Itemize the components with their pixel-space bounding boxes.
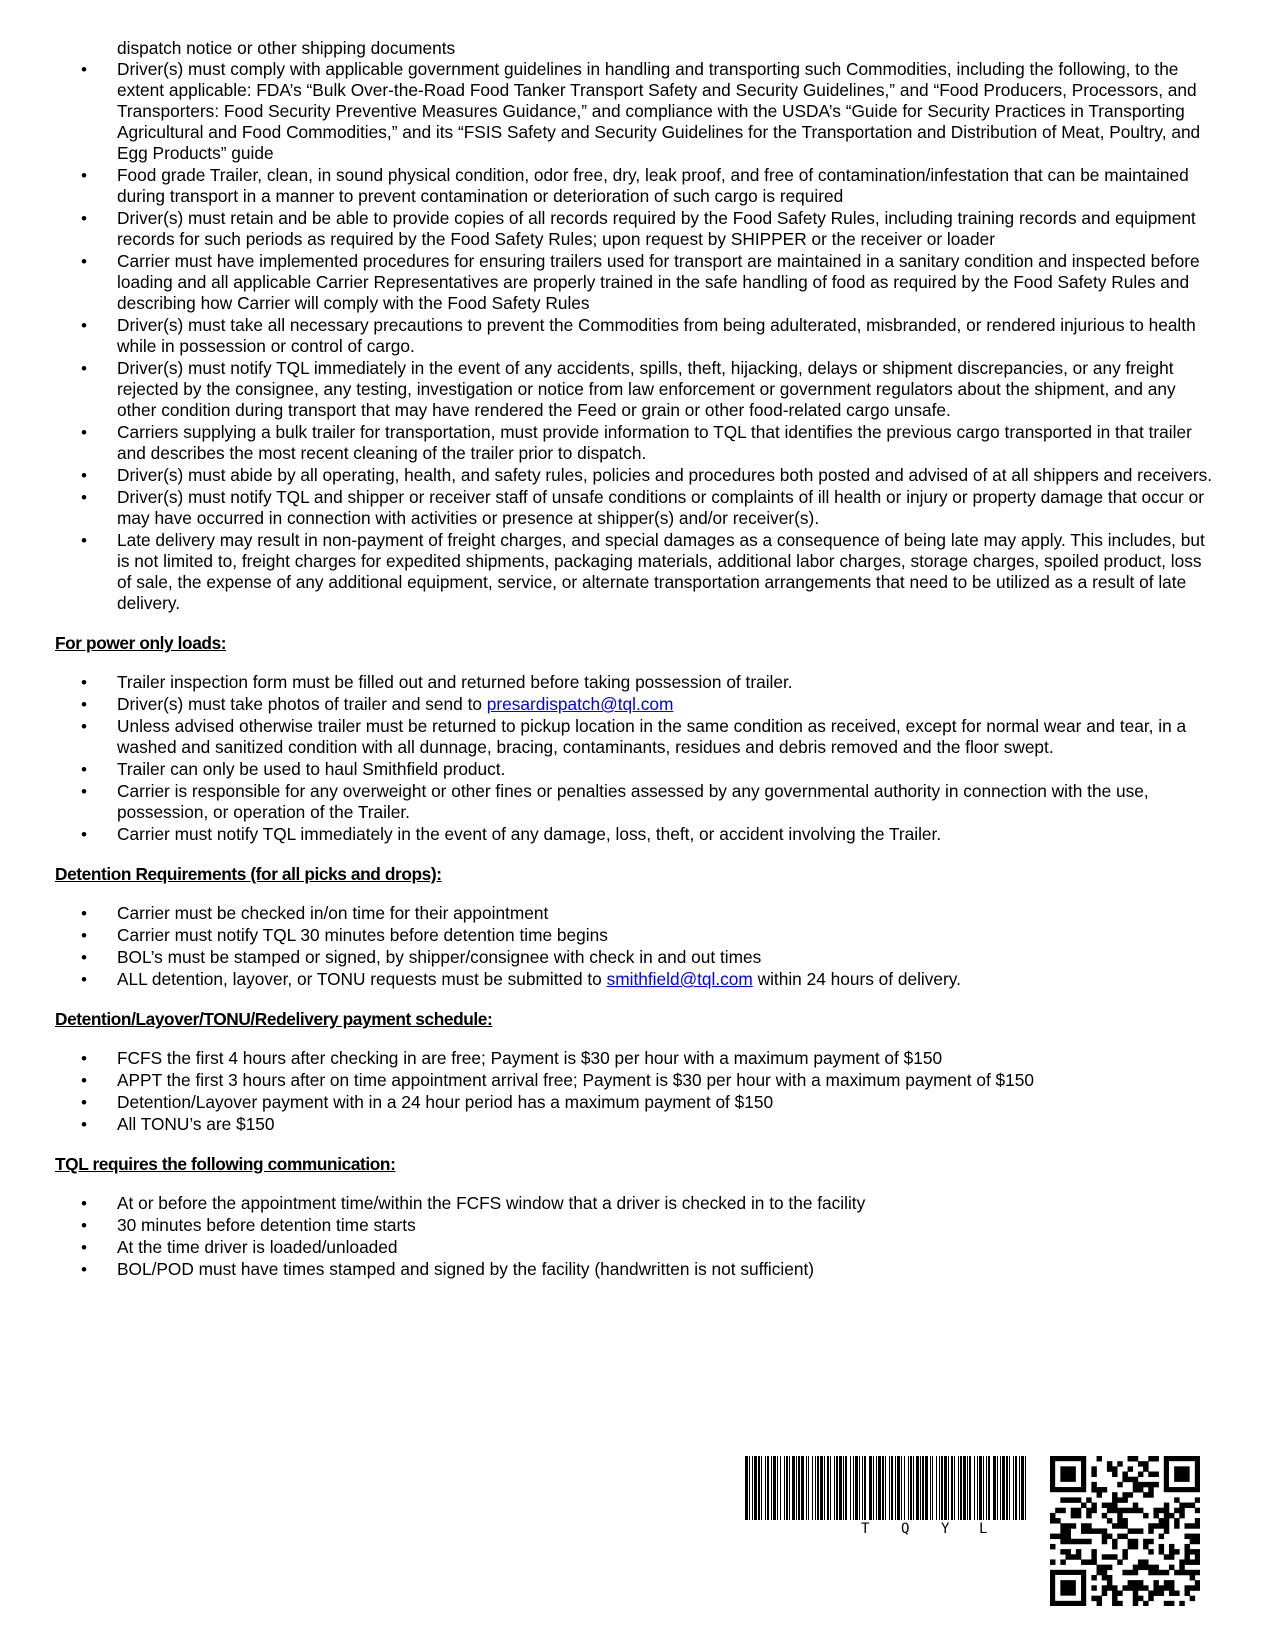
bullet-glyph: • <box>81 166 87 185</box>
bullet-glyph: • <box>81 1049 87 1068</box>
list-item: • Driver(s) must take all necessary precautions to prevent the Commodities from being adulterated, misbranded, or rendered injurious to health while in possession or control of cargo. <box>81 315 1196 356</box>
bullet-glyph: • <box>81 1238 87 1257</box>
bullet-glyph: • <box>81 970 87 989</box>
bullet-glyph: • <box>81 531 87 550</box>
list-item: • Trailer inspection form must be filled out and returned before taking possession of trailer. <box>81 672 793 692</box>
bullet-glyph: • <box>81 60 87 79</box>
bullet-glyph: • <box>81 1194 87 1213</box>
bullet-glyph: • <box>81 1115 87 1134</box>
presardispatch-email-link[interactable]: presardispatch@tql.com <box>486 694 674 714</box>
bullet-glyph: • <box>81 948 87 967</box>
payment-schedule-heading: Detention/Layover/TONU/Redelivery payment schedule: <box>55 1009 493 1029</box>
bullet-glyph: • <box>81 316 87 335</box>
list-item: • Driver(s) must take photos of trailer and send to presardispatch@tql.com <box>81 694 674 714</box>
list-item: • Carrier must notify TQL immediately in the event of any damage, loss, theft, or accident involving the Trailer. <box>81 824 942 844</box>
list-item: • Driver(s) must comply with applicable government guidelines in handling and transporting such Commodities, including the following, to the extent applicable: FDA’s “Bulk Over-the-Road Food Tanker Transport Safety and Security Guidelines,” and “Food Producers, Processors, and Transporters: Food Security Preventive Measures Guidance,” and compliance with the USDA’s “Guide for Security Practices in Transporting Agricultural and Food Commodities,” and its “FSIS Safety and Security Guidelines for the Transportation and Distribution of Meat, Poultry, and Egg Products” guide <box>81 59 1201 163</box>
bullet-glyph: • <box>81 488 87 507</box>
list-item: • At the time driver is loaded/unloaded <box>81 1237 398 1257</box>
bullet-glyph: • <box>81 673 87 692</box>
barcode-letter: Q <box>901 1521 910 1537</box>
list-item: • Late delivery may result in non-payment of freight charges, and special damages as a consequence of being late may apply. This includes, but is not limited to, freight charges for expedited shipments, packaging materials, additional labor charges, storage charges, spoiled product, loss of sale, the expense of any additional equipment, service, or alternate transportation arrangements that need to be utilized as a result of late delivery. <box>81 530 1205 613</box>
communication-heading: TQL requires the following communication: <box>55 1154 396 1174</box>
list-item: • At or before the appointment time/within the FCFS window that a driver is checked in to the facility <box>81 1193 866 1213</box>
payment-schedule-list <box>0 1048 1275 1135</box>
list-item: • BOL/POD must have times stamped and signed by the facility (handwritten is not sufficient) <box>81 1259 815 1279</box>
list-item: • ALL detention, layover, or TONU requests must be submitted to smithfield@tql.com within 24 hours of delivery. <box>81 969 961 989</box>
power-only-heading: For power only loads: <box>55 633 227 653</box>
list-item: • Unless advised otherwise trailer must be returned to pickup location in the same condition as received, except for normal wear and tear, in a washed and sanitized condition with all dunnage, bracing, contaminants, residues and debris removed and the floor swept. <box>81 716 1187 757</box>
bullet-glyph: • <box>81 1071 87 1090</box>
bullet-glyph: • <box>81 209 87 228</box>
list-item: • Detention/Layover payment with in a 24 hour period has a maximum payment of $150 <box>81 1092 774 1112</box>
list-item: • APPT the first 3 hours after on time appointment arrival free; Payment is $30 per hour with a maximum payment of $150 <box>81 1070 1034 1090</box>
barcode-letter: L <box>979 1521 988 1537</box>
list-item: • BOL’s must be stamped or signed, by shipper/consignee with check in and out times <box>81 947 762 967</box>
list-item: • Carrier must notify TQL 30 minutes before detention time begins <box>81 925 608 945</box>
list-item: • Driver(s) must notify TQL and shipper or receiver staff of unsafe conditions or complaints of ill health or injury or property damage that occur or may have occurred in connection with activities or presence at shipper(s) and/or receiver(s). <box>81 487 1204 528</box>
bullet-glyph: • <box>81 466 87 485</box>
list-item: • Driver(s) must notify TQL immediately in the event of any accidents, spills, theft, hijacking, delays or shipment discrepancies, or any freight rejected by the consignee, any testing, investigation or notice from law enforcement or government regulators about the shipment, and any other condition during transport that may have rendered the Feed or grain or other food-related cargo unsafe. <box>81 358 1176 420</box>
page-content <box>0 38 1275 1281</box>
list-item: • FCFS the first 4 hours after checking in are free; Payment is $30 per hour with a maximum payment of $150 <box>81 1048 943 1068</box>
food-safety-list <box>0 59 1275 614</box>
bullet-glyph: • <box>81 825 87 844</box>
smithfield-email-link[interactable]: smithfield@tql.com <box>606 969 753 989</box>
list-item: • Carriers supplying a bulk trailer for transportation, must provide information to TQL that identifies the previous cargo transported in that trailer and describes the most recent cleaning of the trailer prior to dispatch. <box>81 422 1192 463</box>
bullet-glyph: • <box>81 782 87 801</box>
bullet-glyph: • <box>81 926 87 945</box>
continuation-text: dispatch notice or other shipping documents <box>117 38 456 58</box>
footer-codes <box>745 1456 1215 1616</box>
communication-list <box>0 1193 1275 1280</box>
barcode-letter: Y <box>941 1521 950 1537</box>
bullet-glyph: • <box>81 359 87 378</box>
list-item: • Carrier must have implemented procedures for ensuring trailers used for transport are maintained in a sanitary condition and inspected before loading and all applicable Carrier Representatives are properly trained in the safe handling of food as required by the Food Safety Rules and describing how Carrier will comply with the Food Safety Rules <box>81 251 1200 313</box>
list-item: • 30 minutes before detention time starts <box>81 1215 416 1235</box>
bullet-glyph: • <box>81 717 87 736</box>
list-item: • Food grade Trailer, clean, in sound physical condition, odor free, dry, leak proof, and free of contamination/infestation that can be maintained during transport in a manner to prevent contamination or deterioration of such cargo is required <box>81 165 1189 206</box>
qr-code-image <box>1050 1456 1200 1606</box>
bullet-glyph: • <box>81 1093 87 1112</box>
detention-list <box>0 903 1275 990</box>
list-item: • Driver(s) must retain and be able to provide copies of all records required by the Food Safety Rules, including training records and equipment records for such periods as required by the Food Safety Rules; upon request by SHIPPER or the receiver or loader <box>81 208 1196 249</box>
bullet-glyph: • <box>81 1260 87 1279</box>
bullet-glyph: • <box>81 1216 87 1235</box>
bullet-glyph: • <box>81 904 87 923</box>
list-item: • All TONU’s are $150 <box>81 1114 275 1134</box>
list-item: • Carrier must be checked in/on time for their appointment <box>81 903 549 923</box>
list-item: • Trailer can only be used to haul Smithfield product. <box>81 759 506 779</box>
bullet-glyph: • <box>81 252 87 271</box>
barcode-image <box>745 1456 1027 1520</box>
detention-heading: Detention Requirements (for all picks and drops): <box>55 864 442 884</box>
barcode-letter: T <box>861 1521 870 1537</box>
bullet-glyph: • <box>81 695 87 714</box>
power-only-list <box>0 672 1275 845</box>
bullet-glyph: • <box>81 760 87 779</box>
list-item: • Carrier is responsible for any overweight or other fines or penalties assessed by any governmental authority in connection with the use, possession, or operation of the Trailer. <box>81 781 1149 822</box>
bullet-glyph: • <box>81 423 87 442</box>
list-item: • Driver(s) must abide by all operating, health, and safety rules, policies and procedures both posted and advised of at all shippers and receivers. <box>81 465 1213 485</box>
